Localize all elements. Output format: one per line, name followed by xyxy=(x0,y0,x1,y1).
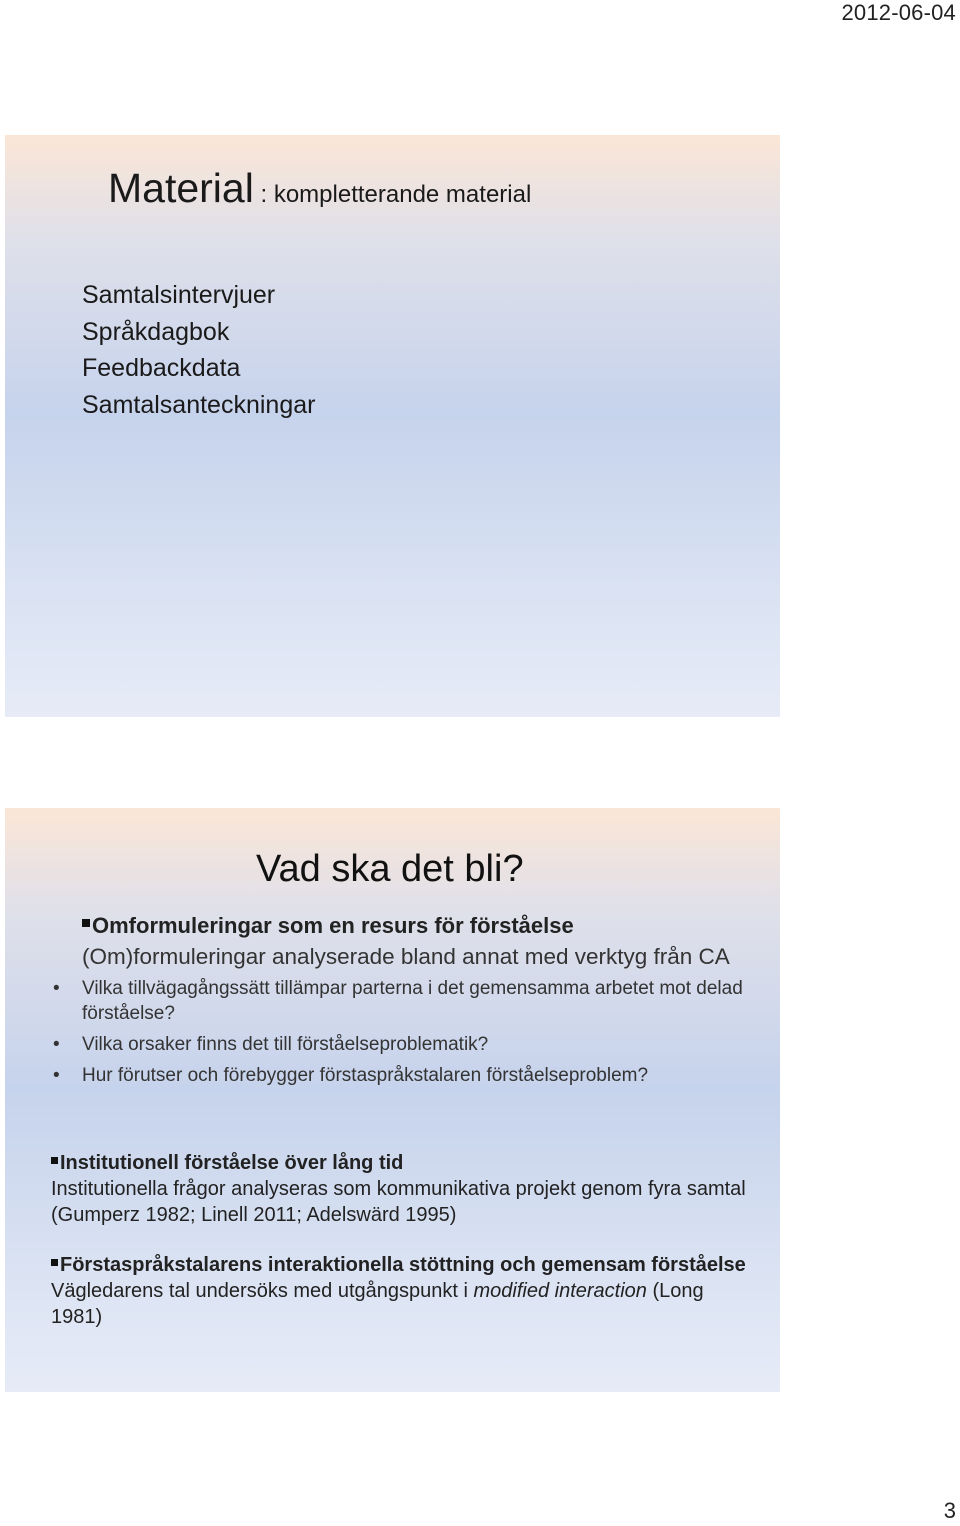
section-heading xyxy=(82,911,762,941)
section-omformuleringar xyxy=(82,911,762,1094)
square-bullet-icon xyxy=(51,1259,58,1266)
section-heading-text: Förstaspråkstalarens interaktionella stöttning och gemensam förståelse xyxy=(60,1254,746,1276)
page-number: 3 xyxy=(943,1498,956,1523)
slide-vad-ska-det-bli xyxy=(5,808,780,1392)
material-list xyxy=(82,277,315,423)
slide-title xyxy=(108,165,531,212)
section-heading-text: Omformuleringar som en resurs för förståelse xyxy=(92,913,574,938)
section-text: (Om)formuleringar analyserade bland annat med verktyg från CA xyxy=(82,944,730,969)
slide-material xyxy=(5,135,780,717)
section-heading xyxy=(51,1252,751,1278)
list-item: Språkdagbok xyxy=(82,317,230,346)
slide-title-main: Material xyxy=(108,165,254,211)
slide-title: Vad ska det bli? xyxy=(256,848,524,890)
section-forstasprakstalarens xyxy=(51,1252,751,1330)
section-text-start: Vägledarens tal undersöks med utgångspunkt i xyxy=(51,1280,474,1302)
section-text: Institutionella frågor analyseras som kommunikativa projekt genom fyra samtal (Gumperz 1982; Linell 2011; Adelswärd 1995) xyxy=(51,1178,746,1226)
section-text xyxy=(51,1278,751,1330)
list-item: • Vilka tillvägagångssätt tillämpar parterna i det gemensamma arbetet mot delad förståelse? xyxy=(82,976,762,1026)
list-item: • Hur förutser och förebygger förstaspråkstalaren förståelseproblem? xyxy=(82,1063,762,1088)
section-institutionell xyxy=(51,1150,751,1228)
section-heading xyxy=(51,1150,751,1176)
section-text-end: (Long 1981) xyxy=(51,1280,704,1328)
list-item: Samtalsanteckningar xyxy=(82,390,316,419)
slide-title-sub: : kompletterande material xyxy=(253,181,532,208)
square-bullet-icon xyxy=(51,1157,58,1164)
square-bullet-icon xyxy=(82,919,90,927)
page-date: 2012-06-04 xyxy=(841,0,956,25)
section-heading-text: Institutionell förståelse över lång tid xyxy=(60,1152,404,1174)
list-item: Feedbackdata xyxy=(82,354,241,382)
section-text-italic: modified interaction xyxy=(473,1280,647,1302)
list-item: Samtalsintervjuer xyxy=(82,281,276,309)
question-list xyxy=(82,976,762,1088)
list-item: • Vilka orsaker finns det till förståelseproblematik? xyxy=(82,1032,762,1057)
